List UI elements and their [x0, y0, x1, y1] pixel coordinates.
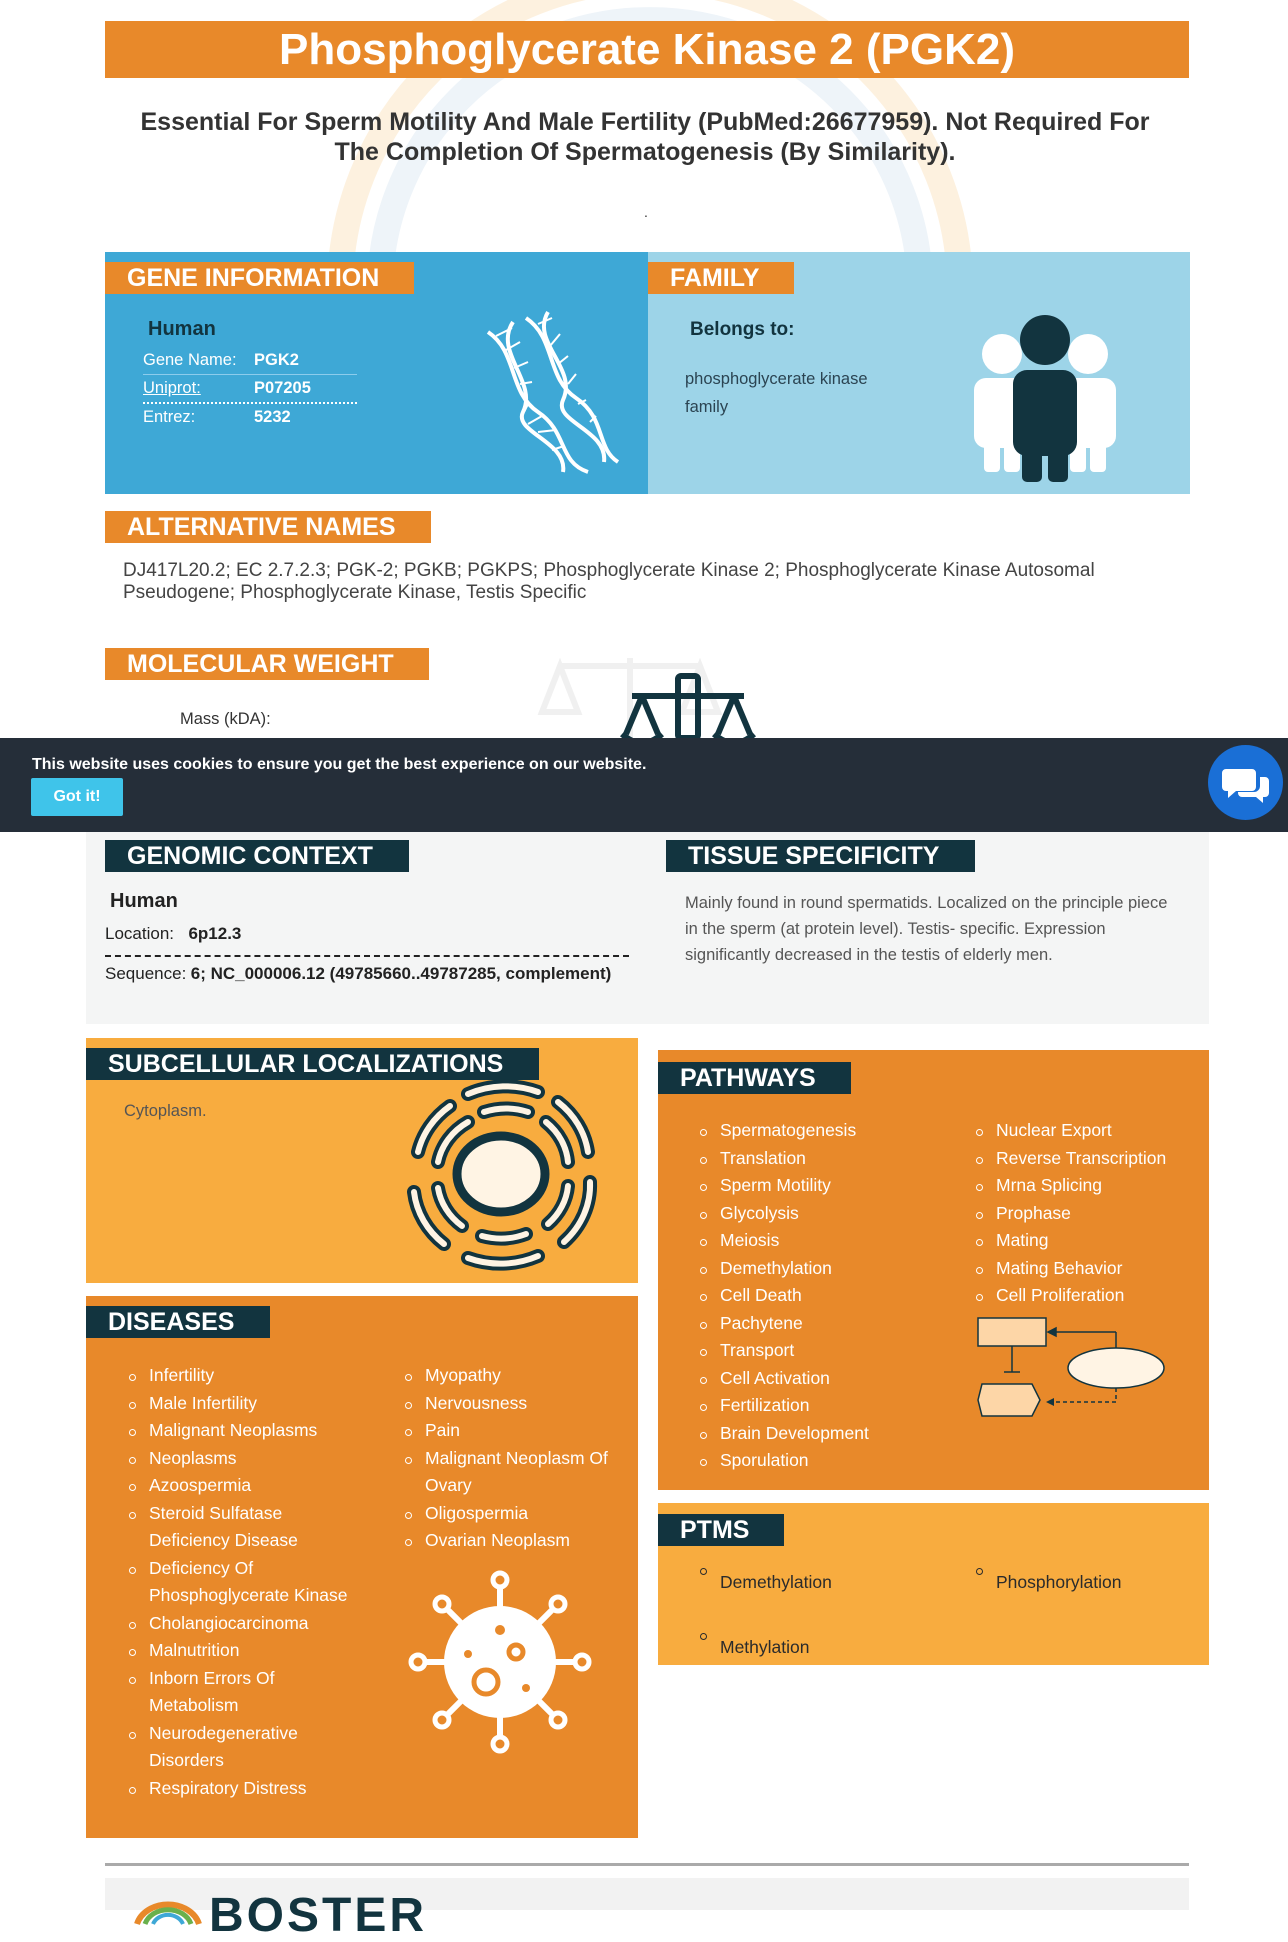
cookie-message: This website uses cookies to ensure you get the best experience on our website.	[32, 756, 647, 773]
list-item: Malnutrition	[123, 1637, 353, 1665]
list-item: Oligospermia	[399, 1500, 629, 1528]
uniprot-row	[143, 375, 357, 404]
dot: .	[644, 204, 648, 220]
list-item: Ovarian Neoplasm	[399, 1527, 629, 1555]
list-item: Steroid Sulfatase Deficiency Disease	[123, 1500, 353, 1555]
list-item: Mating	[970, 1227, 1200, 1255]
alternative-names-text: DJ417L20.2; EC 2.7.2.3; PGK-2; PGKB; PGKPS; Phosphoglycerate Kinase 2; Phosphoglycerate Kinase Autosomal Pseudogene; Phosphoglycerate Kinase, Testis Specific	[123, 560, 1095, 603]
people-group-icon	[970, 314, 1120, 482]
list-item: Sperm Motility	[694, 1172, 954, 1200]
uniprot-link[interactable]: P07205	[254, 379, 311, 397]
sequence-value: 6; NC_000006.12 (49785660..49787285, complement)	[190, 964, 612, 983]
ptms-heading: PTMS	[658, 1514, 784, 1546]
location-value: 6p12.3	[188, 924, 242, 943]
page-title: Phosphoglycerate Kinase 2 (PGK2)	[279, 25, 1015, 74]
cookie-accept-button[interactable]: Got it!	[31, 778, 123, 816]
ptms-list-col1	[694, 1569, 944, 1699]
family-belongs-label: Belongs to:	[690, 319, 795, 340]
diseases-list-col2	[399, 1362, 629, 1555]
cookie-banner	[0, 738, 1288, 832]
dna-helix-icon	[468, 312, 618, 477]
footer-panel	[105, 1878, 1189, 1942]
cell-organelle-icon	[398, 1082, 604, 1266]
entrez-row	[143, 404, 357, 431]
list-item: Translation	[694, 1145, 954, 1173]
list-item: Prophase	[970, 1200, 1200, 1228]
list-item: Pachytene	[694, 1310, 954, 1338]
list-item: Transport	[694, 1337, 954, 1365]
tissue-specificity-text: Mainly found in round spermatids. Localized on the principle piece in the sperm (at protein level). Testis- specific. Expression significantly decreased in the testis of elderly men.	[685, 894, 1168, 964]
list-item: Infertility	[123, 1362, 353, 1390]
pathway-diagram-icon	[976, 1316, 1170, 1422]
list-item: Respiratory Distress	[123, 1775, 353, 1803]
pathways-list-col1	[694, 1117, 954, 1475]
gene-info-table	[143, 347, 357, 431]
alternative-names-heading: ALTERNATIVE NAMES	[105, 511, 431, 543]
subtitle: Essential For Sperm Motility And Male Fertility (PubMed:26677959). Not Required For The Completion Of Spermatogenesis (By Similarity).	[140, 108, 1150, 166]
list-item: Meiosis	[694, 1227, 954, 1255]
footer-divider	[105, 1863, 1189, 1866]
list-item: Phosphorylation	[970, 1556, 1190, 1609]
list-item: Male Infertility	[123, 1390, 353, 1418]
sequence-label: Sequence:	[105, 964, 187, 983]
list-item: Demethylation	[694, 1556, 944, 1609]
list-item: Spermatogenesis	[694, 1117, 954, 1145]
gene-name-label: Gene Name:	[143, 351, 237, 369]
list-item: Azoospermia	[123, 1472, 353, 1500]
entrez-link[interactable]: 5232	[254, 408, 291, 426]
list-item: Myopathy	[399, 1362, 629, 1390]
genomic-context-heading: GENOMIC CONTEXT	[105, 840, 409, 872]
gene-name-row	[143, 347, 357, 375]
location-row	[105, 924, 629, 957]
tissue-specificity-heading: TISSUE SPECIFICITY	[666, 840, 975, 872]
location-label: Location:	[105, 924, 174, 943]
pathways-list-col2	[970, 1117, 1200, 1310]
list-item: Brain Development	[694, 1420, 954, 1448]
sequence-row	[105, 964, 611, 984]
list-item: Neurodegenerative Disorders	[123, 1720, 353, 1775]
gene-info-species: Human	[148, 318, 216, 340]
pathways-heading: PATHWAYS	[658, 1062, 851, 1094]
family-heading: FAMILY	[648, 262, 794, 294]
chat-bubbles-icon	[1208, 745, 1283, 820]
molecular-weight-heading: MOLECULAR WEIGHT	[105, 648, 429, 680]
list-item: Mating Behavior	[970, 1255, 1200, 1283]
list-item: Malignant Neoplasms	[123, 1417, 353, 1445]
gene-name-value: PGK2	[254, 351, 299, 369]
boster-logo-icon	[133, 1894, 203, 1924]
family-value: phosphoglycerate kinase family	[685, 370, 868, 416]
list-item: Glycolysis	[694, 1200, 954, 1228]
list-item: Mrna Splicing	[970, 1172, 1200, 1200]
scale-icon	[620, 672, 756, 738]
list-item: Cell Death	[694, 1282, 954, 1310]
list-item: Cell Activation	[694, 1365, 954, 1393]
uniprot-label: Uniprot:	[143, 379, 201, 397]
diseases-heading: DISEASES	[86, 1306, 270, 1338]
list-item: Pain	[399, 1417, 629, 1445]
list-item: Nervousness	[399, 1390, 629, 1418]
virus-icon	[408, 1570, 592, 1754]
list-item: Neoplasms	[123, 1445, 353, 1473]
list-item: Cell Proliferation	[970, 1282, 1200, 1310]
entrez-label: Entrez:	[143, 408, 196, 426]
list-item: Demethylation	[694, 1255, 954, 1283]
list-item: Malignant Neoplasm Of Ovary	[399, 1445, 629, 1500]
footer-logo-text: BOSTER	[209, 1889, 428, 1942]
list-item: Fertilization	[694, 1392, 954, 1420]
list-item: Sporulation	[694, 1447, 954, 1475]
ptms-list-col2	[970, 1569, 1190, 1634]
mass-label: Mass (kDA):	[180, 710, 271, 728]
chat-button[interactable]	[1208, 745, 1283, 820]
list-item: Reverse Transcription	[970, 1145, 1200, 1173]
genomic-context-species: Human	[110, 890, 178, 912]
diseases-list-col1	[123, 1362, 353, 1802]
list-item: Cholangiocarcinoma	[123, 1610, 353, 1638]
subcellular-text: Cytoplasm.	[124, 1102, 207, 1120]
list-item: Nuclear Export	[970, 1117, 1200, 1145]
list-item: Inborn Errors Of Metabolism	[123, 1665, 353, 1720]
gene-info-heading: GENE INFORMATION	[105, 262, 414, 294]
list-item: Deficiency Of Phosphoglycerate Kinase	[123, 1555, 353, 1610]
subcellular-heading: SUBCELLULAR LOCALIZATIONS	[86, 1048, 539, 1080]
list-item: Methylation	[694, 1621, 944, 1674]
